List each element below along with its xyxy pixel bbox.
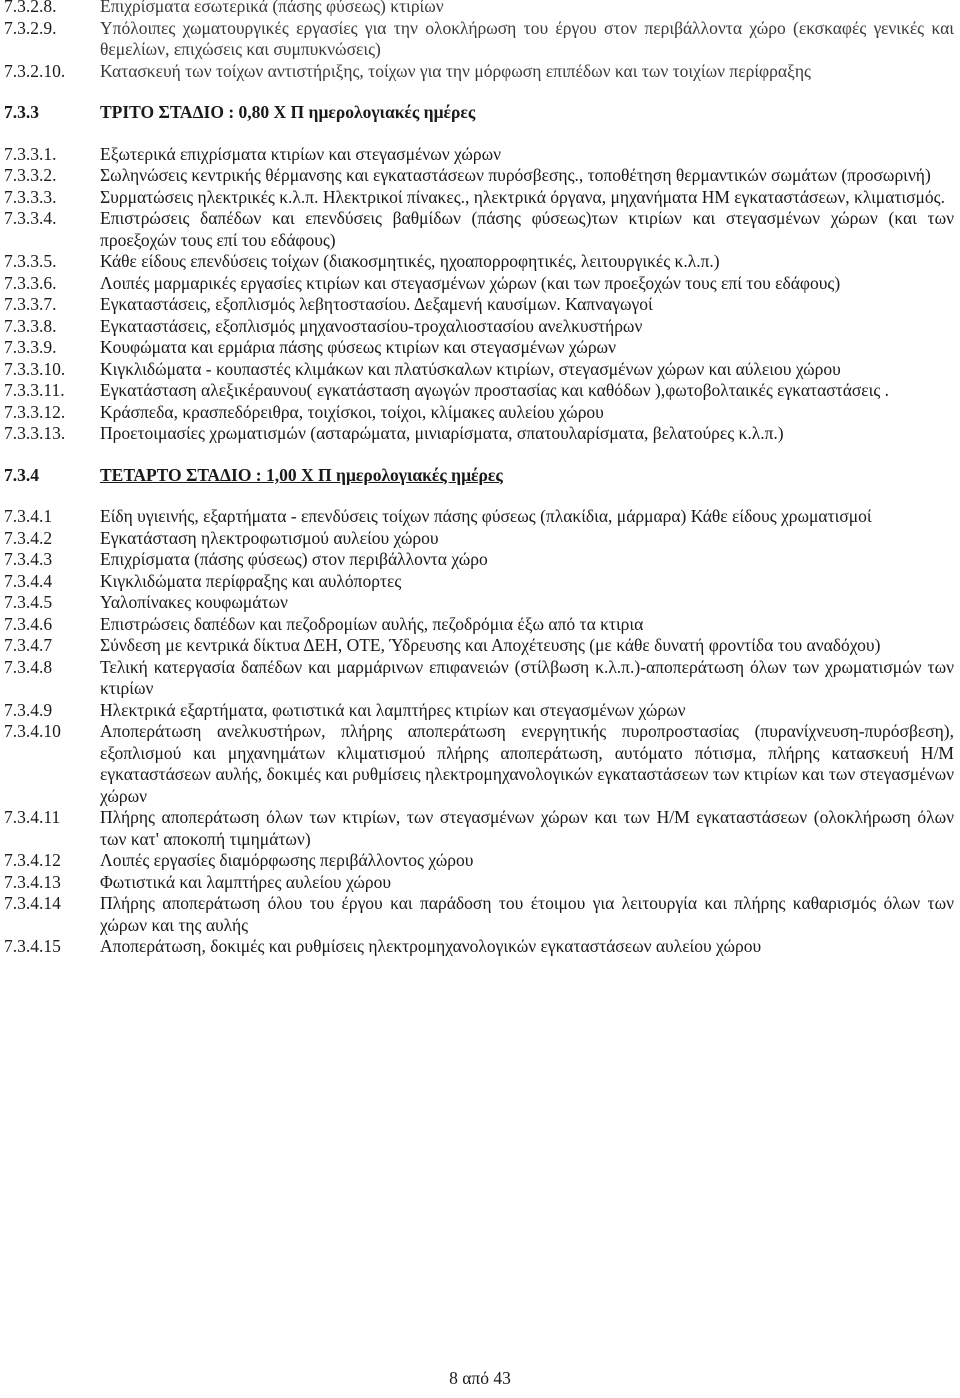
item-number: 7.3.4.11 [4, 807, 61, 827]
item-number: 7.3.3.1. [4, 143, 57, 164]
section-2-tail [0, 0, 960, 82]
item-text: Τελική κατεργασία δαπέδων και μαρμάρινων επιφανειών (στίλβωση κ.λ.π.)-αποπεράτωση όλων των χρωματισμών των κτιρίων [100, 656, 954, 698]
item-text: Εξωτερικά επιχρίσματα κτιρίων και στεγασμένων χώρων [100, 143, 502, 164]
item-number: 7.3.3.8. [4, 315, 57, 336]
item-number: 7.3.4.6 [4, 613, 53, 634]
item-text: Σύνδεση με κεντρικά δίκτυα ΔΕΗ, ΟΤΕ, Ύδρευσης και Αποχέτευσης (με κάθε δυνατή φροντίδα του αναδόχου) [100, 635, 881, 655]
list-item: 7.3.2.10. Κατασκευή των τοίχων αντιστήριξης, τοίχων για την μόρφωση επιπέδων και των τοιχίων περίφραξης [4, 60, 811, 81]
list-item [0, 721, 960, 807]
item-text: Πλήρης αποπεράτωση όλου του έργου και παράδοση του έτοιμου για λειτουργία και πλήρης καθαρισμός όλων των χώρων και της αυλής [100, 893, 954, 935]
list-item [0, 187, 960, 209]
list-item: 7.3.2.8. Επιχρίσματα εσωτερικά (πάσης φύσεως) κτιρίων [4, 0, 444, 16]
list-item [0, 402, 960, 424]
item-text: Επιχρίσματα (πάσης φύσεως) στον περιβάλλοντα χώρο [100, 549, 488, 569]
list-item [0, 657, 960, 700]
item-text: Λοιπές μαρμαρικές εργασίες κτιρίων και στεγασμένων χώρων (και των προεξοχών τους επί του εδάφους) [100, 272, 841, 293]
item-number: 7.3.4.5 [4, 592, 53, 612]
list-item [0, 936, 960, 958]
list-item [0, 614, 960, 636]
item-text: Υαλοπίνακες κουφωμάτων [100, 592, 288, 612]
item-text: Εγκαταστάσεις, εξοπλισμός λεβητοστασίου. Δεξαμενή καυσίμων. Καπναγωγοί [100, 294, 653, 314]
item-text: Ηλεκτρικά εξαρτήματα, φωτιστικά και λαμπτήρες κτιρίων και στεγασμένων χώρων [100, 699, 686, 720]
item-text: Προετοιμασίες χρωματισμών (ασταρώματα, μινιαρίσματα, σπατουλαρίσματα, βελατούρες κ.λ.π.) [100, 423, 784, 443]
list-item: 7.3.2.9. Υπόλοιπες χωματουργικές εργασίες για την ολοκλήρωση του έργου στον περιβάλλοντα χώρο (εκσκαφές γενικές και θεμελίων, επιχώσεις και συμπυκνώσεις) [4, 17, 954, 59]
item-number: 7.3.4.14 [4, 893, 61, 913]
item-text: Λοιπές εργασίες διαμόρφωσης περιβάλλοντος χώρου [100, 850, 474, 870]
item-text: Συρματώσεις ηλεκτρικές κ.λ.π. Ηλεκτρικοί πίνακες., ηλεκτρικά όργανα, μηχανήματα ΗΜ εγκαταστάσεων, κλιματισμός. [100, 186, 945, 207]
list-item [0, 549, 960, 571]
list-item [0, 635, 960, 657]
item-text: Είδη υγιεινής, εξαρτήματα - επενδύσεις τοίχων πάσης φύσεως (πλακίδια, μάρμαρα) Κάθε είδους χρωματισμοί [100, 506, 872, 526]
item-text: Κράσπεδα, κρασπεδόρειθρα, τοιχίσκοι, τοίχοι, κλίμακες αυλείου χώρου [100, 401, 604, 422]
item-text: Αποπεράτωση, δοκιμές και ρυθμίσεις ηλεκτρομηχανολογικών εγκαταστάσεων αυλείου χώρου [100, 936, 762, 956]
item-text: Κιγκλιδώματα περίφραξης και αυλόπορτες [100, 570, 402, 591]
item-text: Φωτιστικά και λαμπτήρες αυλείου χώρου [100, 871, 392, 892]
item-number: 7.3.3.13. [4, 423, 66, 443]
item-text: Επιστρώσεις δαπέδων και πεζοδρομίων αυλής, πεζοδρόμια έξω από τα κτιρια [100, 613, 644, 634]
list-item [0, 380, 960, 402]
item-text: Κάθε είδους επενδύσεις τοίχων (διακοσμητικές, ηχοαπορροφητικές, λειτουργικές κ.λ.π.) [100, 251, 720, 271]
item-number: 7.3.3.9. [4, 337, 57, 357]
list-item [0, 571, 960, 593]
stage-4-title: ΤΕΤΑΡΤΟ ΣΤΑΔΙΟ : 1,00 Χ Π ημερολογιακές ημέρες [100, 464, 503, 485]
item-number: 7.3.3.3. [4, 186, 57, 207]
item-number: 7.3.4.1 [4, 506, 53, 526]
item-number: 7.3.3.7. [4, 294, 57, 314]
item-number: 7.3.4.4 [4, 570, 53, 591]
item-number: 7.3.3.6. [4, 272, 57, 293]
item-text: Κιγκλιδώματα - κουπαστές κλιμάκων και πλατύσκαλων κτιρίων, στεγασμένων χώρων και αύλειου χώρου [100, 358, 841, 379]
list-item [0, 316, 960, 338]
item-number: 7.3.4.8 [4, 656, 53, 677]
stage-4-list [0, 506, 960, 958]
item-text: Αποπεράτωση ανελκυστήρων, πλήρης αποπεράτωση ενεργητικής πυροπροστασίας (πυρανίχνευση-πυρόσβεση), εξοπλισμού και μηχανημάτων κλιματισμού πλήρης αποπεράτωση, αυτόματο πότισμα, πλήρης κατασκευή Η/Μ εγκαταστάσεων αυλής, δοκιμές και ρυθμίσεις ηλεκτρομηχανολογικών εγκαταστάσεων των κτιρίων και των στεγασμένων χώρων [100, 721, 954, 806]
item-text: Εγκατάσταση αλεξικέραυνου( εγκατάσταση αγωγών προστασίας και καθόδων ),φωτοβολταικές εγκαταστάσεις . [100, 380, 890, 400]
list-item [0, 528, 960, 550]
item-number: 7.3.3.4. [4, 208, 57, 228]
stage-3-list [0, 144, 960, 445]
item-number: 7.3.3.11. [4, 380, 65, 400]
list-item [0, 423, 960, 445]
list-item [0, 294, 960, 316]
list-item [0, 893, 960, 936]
stage-3-title: ΤΡΙΤΟ ΣΤΑΔΙΟ : 0,80 Χ Π ημερολογιακές ημέρες [100, 102, 476, 122]
item-text: Επιστρώσεις δαπέδων και επενδύσεις βαθμίδων (πάσης φύσεως)των κτιρίων και στεγασμένων χώρων (και των προεξοχών τους επί του εδάφους) [100, 208, 954, 250]
list-item [0, 165, 960, 187]
list-item [0, 872, 960, 894]
item-text: Κουφώματα και ερμάρια πάσης φύσεως κτιρίων και στεγασμένων χώρων [100, 337, 616, 357]
item-text: Εγκατάσταση ηλεκτροφωτισμού αυλείου χώρου [100, 527, 439, 548]
list-item [0, 506, 960, 528]
item-number: 7.3.4.9 [4, 699, 53, 720]
item-number: 7.3.4.10 [4, 721, 61, 741]
item-number: 7.3.4.2 [4, 527, 53, 548]
stage-4-heading: 7.3.4 ΤΕΤΑΡΤΟ ΣΤΑΔΙΟ : 1,00 Χ Π ημερολογιακές ημέρες [4, 464, 503, 485]
item-number: 7.3.3.5. [4, 251, 57, 271]
page-number: 8 από 43 [449, 1368, 511, 1388]
item-text: Εγκαταστάσεις, εξοπλισμός μηχανοστασίου-τροχαλιοστασίου ανελκυστήρων [100, 315, 643, 336]
list-item [0, 273, 960, 295]
item-number: 7.3.4.13 [4, 871, 61, 892]
list-item [0, 850, 960, 872]
list-item [0, 359, 960, 381]
list-item [0, 807, 960, 850]
item-number: 7.3.4.7 [4, 635, 53, 655]
item-number: 7.3.4.3 [4, 549, 53, 569]
stage-3-heading: 7.3.3 ΤΡΙΤΟ ΣΤΑΔΙΟ : 0,80 Χ Π ημερολογιακές ημέρες [4, 102, 476, 122]
item-number: 7.3.3.2. [4, 165, 57, 185]
item-number: 7.3.4.12 [4, 850, 61, 870]
item-text: Σωληνώσεις κεντρικής θέρμανσης και εγκαταστάσεων πυρόσβεσης., τοποθέτηση θερμαντικών σωμάτων (προσωρινή) [100, 165, 931, 185]
list-item [0, 592, 960, 614]
list-item [0, 251, 960, 273]
item-text: Πλήρης αποπεράτωση όλων των κτιρίων, των στεγασμένων χώρων και των Η/Μ εγκαταστάσεων (ολοκλήρωση όλων των κατ' αποκοπή τιμημάτων) [100, 807, 954, 849]
item-number: 7.3.4.15 [4, 936, 61, 956]
list-item [0, 337, 960, 359]
list-item [0, 700, 960, 722]
item-number: 7.3.3.12. [4, 401, 66, 422]
list-item [0, 208, 960, 251]
item-number: 7.3.3.10. [4, 358, 66, 379]
list-item [0, 144, 960, 166]
